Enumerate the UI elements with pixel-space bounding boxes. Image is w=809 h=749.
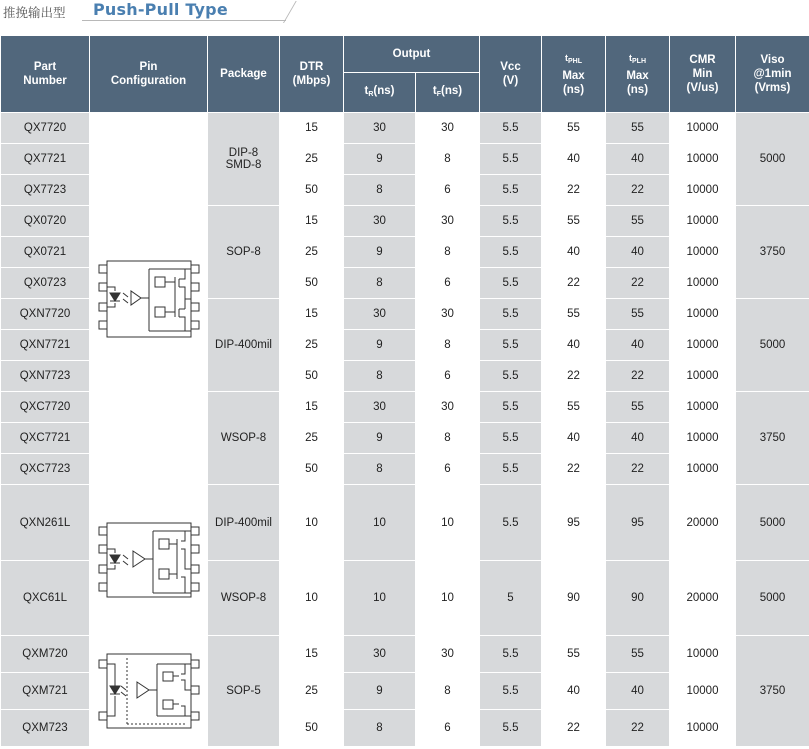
tf-value: 8 <box>416 330 480 361</box>
tr-value: 10 <box>344 561 416 636</box>
tphl-value: 40 <box>542 144 606 175</box>
tf-value: 6 <box>416 268 480 299</box>
vcc-value: 5.5 <box>480 485 542 561</box>
dtr-value: 25 <box>280 237 344 268</box>
cmr-value: 10000 <box>670 206 736 237</box>
part-number: QX7720 <box>1 113 90 144</box>
cmr-value: 10000 <box>670 454 736 485</box>
vcc-value: 5.5 <box>480 268 542 299</box>
title-bar <box>0 0 809 24</box>
header-tphl: $t_{PHL}$ Max (ns) <box>542 36 606 113</box>
vcc-value: 5.5 <box>480 636 542 673</box>
package-cell: SOP-5 <box>208 636 280 747</box>
cmr-value: 10000 <box>670 330 736 361</box>
cmr-value: 10000 <box>670 144 736 175</box>
dtr-value: 15 <box>280 299 344 330</box>
tplh-value: 95 <box>606 485 670 561</box>
package-cell: SOP-8 <box>208 206 280 299</box>
cmr-value: 10000 <box>670 299 736 330</box>
tphl-value: 40 <box>542 330 606 361</box>
tplh-value: 22 <box>606 710 670 747</box>
part-number: QXM720 <box>1 636 90 673</box>
tf-value: 6 <box>416 710 480 747</box>
package-cell: DIP-400mil <box>208 299 280 392</box>
tr-value: 30 <box>344 636 416 673</box>
part-number: QXN7723 <box>1 361 90 392</box>
optocoupler-8pin-icon <box>97 515 201 605</box>
part-number: QXC7721 <box>1 423 90 454</box>
tphl-value: 40 <box>542 673 606 710</box>
dtr-value: 10 <box>280 485 344 561</box>
tr-value: 8 <box>344 454 416 485</box>
part-number: QX0720 <box>1 206 90 237</box>
tphl-value: 22 <box>542 361 606 392</box>
viso-value: 5000 <box>736 299 809 392</box>
part-number: QXC7723 <box>1 454 90 485</box>
cmr-value: 10000 <box>670 361 736 392</box>
viso-value: 5000 <box>736 561 809 636</box>
dtr-value: 25 <box>280 144 344 175</box>
part-number: QXM721 <box>1 673 90 710</box>
header-tr: $t_R(ns)$ <box>344 73 416 113</box>
part-number: QXM723 <box>1 710 90 747</box>
header-tf: $t_F(ns)$ <box>416 73 480 113</box>
vcc-value: 5.5 <box>480 710 542 747</box>
part-number: QX0723 <box>1 268 90 299</box>
tf-value: 30 <box>416 392 480 423</box>
viso-value: 3750 <box>736 206 809 299</box>
part-number: QX7723 <box>1 175 90 206</box>
vcc-value: 5.5 <box>480 299 542 330</box>
cmr-value: 10000 <box>670 423 736 454</box>
vcc-value: 5.5 <box>480 113 542 144</box>
vcc-value: 5.5 <box>480 392 542 423</box>
vcc-value: 5.5 <box>480 237 542 268</box>
package-cell: DIP-8 SMD-8 <box>208 113 280 206</box>
vcc-value: 5.5 <box>480 361 542 392</box>
cmr-value: 20000 <box>670 561 736 636</box>
optocoupler-5pin-icon <box>97 646 201 736</box>
dtr-value: 50 <box>280 175 344 206</box>
dtr-value: 50 <box>280 268 344 299</box>
tr-value: 9 <box>344 144 416 175</box>
part-number: QX0721 <box>1 237 90 268</box>
part-number: QXN261L <box>1 485 90 561</box>
cmr-value: 10000 <box>670 392 736 423</box>
tplh-value: 40 <box>606 144 670 175</box>
part-number: QXN7720 <box>1 299 90 330</box>
header-cmr: CMR Min (V/us) <box>670 36 736 113</box>
tphl-value: 22 <box>542 454 606 485</box>
tf-value: 30 <box>416 206 480 237</box>
dtr-value: 10 <box>280 561 344 636</box>
vcc-value: 5.5 <box>480 330 542 361</box>
table-row <box>1 485 809 561</box>
tr-value: 9 <box>344 673 416 710</box>
part-number: QX7721 <box>1 144 90 175</box>
cmr-value: 20000 <box>670 485 736 561</box>
cmr-value: 10000 <box>670 268 736 299</box>
tphl-value: 55 <box>542 392 606 423</box>
tplh-value: 40 <box>606 237 670 268</box>
table-row <box>1 113 809 144</box>
pin-config-cell <box>90 113 208 485</box>
tr-value: 9 <box>344 330 416 361</box>
cmr-value: 10000 <box>670 710 736 747</box>
tphl-value: 22 <box>542 268 606 299</box>
vcc-value: 5.5 <box>480 144 542 175</box>
part-number: QXC7720 <box>1 392 90 423</box>
tr-value: 30 <box>344 392 416 423</box>
tplh-value: 55 <box>606 392 670 423</box>
tphl-value: 90 <box>542 561 606 636</box>
tr-value: 30 <box>344 113 416 144</box>
dtr-value: 25 <box>280 330 344 361</box>
header-pin-config: Pin Configuration <box>90 36 208 113</box>
tr-value: 9 <box>344 237 416 268</box>
header-package: Package <box>208 36 280 113</box>
tr-value: 9 <box>344 423 416 454</box>
cmr-value: 10000 <box>670 113 736 144</box>
header-tplh: $t_{PLH}$ Max (ns) <box>606 36 670 113</box>
vcc-value: 5.5 <box>480 454 542 485</box>
dtr-value: 15 <box>280 206 344 237</box>
cmr-value: 10000 <box>670 175 736 206</box>
tphl-value: 55 <box>542 206 606 237</box>
tplh-value: 22 <box>606 361 670 392</box>
table-row <box>1 636 809 673</box>
part-number: QXC61L <box>1 561 90 636</box>
viso-value: 5000 <box>736 485 809 561</box>
tr-value: 30 <box>344 206 416 237</box>
tplh-value: 22 <box>606 175 670 206</box>
dtr-value: 15 <box>280 392 344 423</box>
package-cell: WSOP-8 <box>208 561 280 636</box>
vcc-value: 5.5 <box>480 175 542 206</box>
spec-table <box>0 35 809 747</box>
tf-value: 30 <box>416 299 480 330</box>
header-dtr: DTR (Mbps) <box>280 36 344 113</box>
package-cell: DIP-400mil <box>208 485 280 561</box>
cmr-value: 10000 <box>670 636 736 673</box>
tplh-value: 90 <box>606 561 670 636</box>
tplh-value: 55 <box>606 636 670 673</box>
pin-config-cell <box>90 636 208 747</box>
vcc-value: 5.5 <box>480 673 542 710</box>
tf-value: 8 <box>416 237 480 268</box>
vcc-value: 5 <box>480 561 542 636</box>
tf-value: 6 <box>416 361 480 392</box>
tf-value: 30 <box>416 636 480 673</box>
header-output: Output <box>344 36 480 73</box>
header-viso: Viso @1min (Vrms) <box>736 36 809 113</box>
tphl-value: 22 <box>542 710 606 747</box>
dtr-value: 25 <box>280 673 344 710</box>
tplh-value: 55 <box>606 206 670 237</box>
tf-value: 6 <box>416 454 480 485</box>
header-part-number: Part Number <box>1 36 90 113</box>
title-chinese: 推挽输出型 <box>3 5 66 20</box>
part-number: QXN7721 <box>1 330 90 361</box>
tplh-value: 40 <box>606 330 670 361</box>
tphl-value: 22 <box>542 175 606 206</box>
vcc-value: 5.5 <box>480 423 542 454</box>
tr-value: 8 <box>344 268 416 299</box>
dtr-value: 50 <box>280 710 344 747</box>
tr-value: 10 <box>344 485 416 561</box>
pin-config-cell <box>90 485 208 636</box>
tf-value: 30 <box>416 113 480 144</box>
tf-value: 10 <box>416 485 480 561</box>
package-cell: WSOP-8 <box>208 392 280 485</box>
tplh-value: 55 <box>606 299 670 330</box>
tf-value: 6 <box>416 175 480 206</box>
dtr-value: 50 <box>280 454 344 485</box>
cmr-value: 10000 <box>670 673 736 710</box>
header-vcc: Vcc (V) <box>480 36 542 113</box>
title-slash <box>283 1 297 23</box>
viso-value: 3750 <box>736 636 809 747</box>
dtr-value: 50 <box>280 361 344 392</box>
tphl-value: 40 <box>542 237 606 268</box>
dtr-value: 15 <box>280 113 344 144</box>
tr-value: 30 <box>344 299 416 330</box>
tplh-value: 22 <box>606 454 670 485</box>
tplh-value: 55 <box>606 113 670 144</box>
tf-value: 8 <box>416 423 480 454</box>
dtr-value: 25 <box>280 423 344 454</box>
tr-value: 8 <box>344 361 416 392</box>
tplh-value: 22 <box>606 268 670 299</box>
tphl-value: 55 <box>542 636 606 673</box>
tr-value: 8 <box>344 710 416 747</box>
cmr-value: 10000 <box>670 237 736 268</box>
vcc-value: 5.5 <box>480 206 542 237</box>
tphl-value: 40 <box>542 423 606 454</box>
title-english: Push-Pull Type <box>93 0 228 19</box>
tplh-value: 40 <box>606 423 670 454</box>
tf-value: 8 <box>416 673 480 710</box>
tphl-value: 55 <box>542 299 606 330</box>
viso-value: 3750 <box>736 392 809 485</box>
title-underline <box>82 20 286 21</box>
tr-value: 8 <box>344 175 416 206</box>
dtr-value: 15 <box>280 636 344 673</box>
tf-value: 10 <box>416 561 480 636</box>
tf-value: 8 <box>416 144 480 175</box>
tplh-value: 40 <box>606 673 670 710</box>
tphl-value: 55 <box>542 113 606 144</box>
viso-value: 5000 <box>736 113 809 206</box>
tphl-value: 95 <box>542 485 606 561</box>
optocoupler-8pin-icon <box>97 251 201 347</box>
